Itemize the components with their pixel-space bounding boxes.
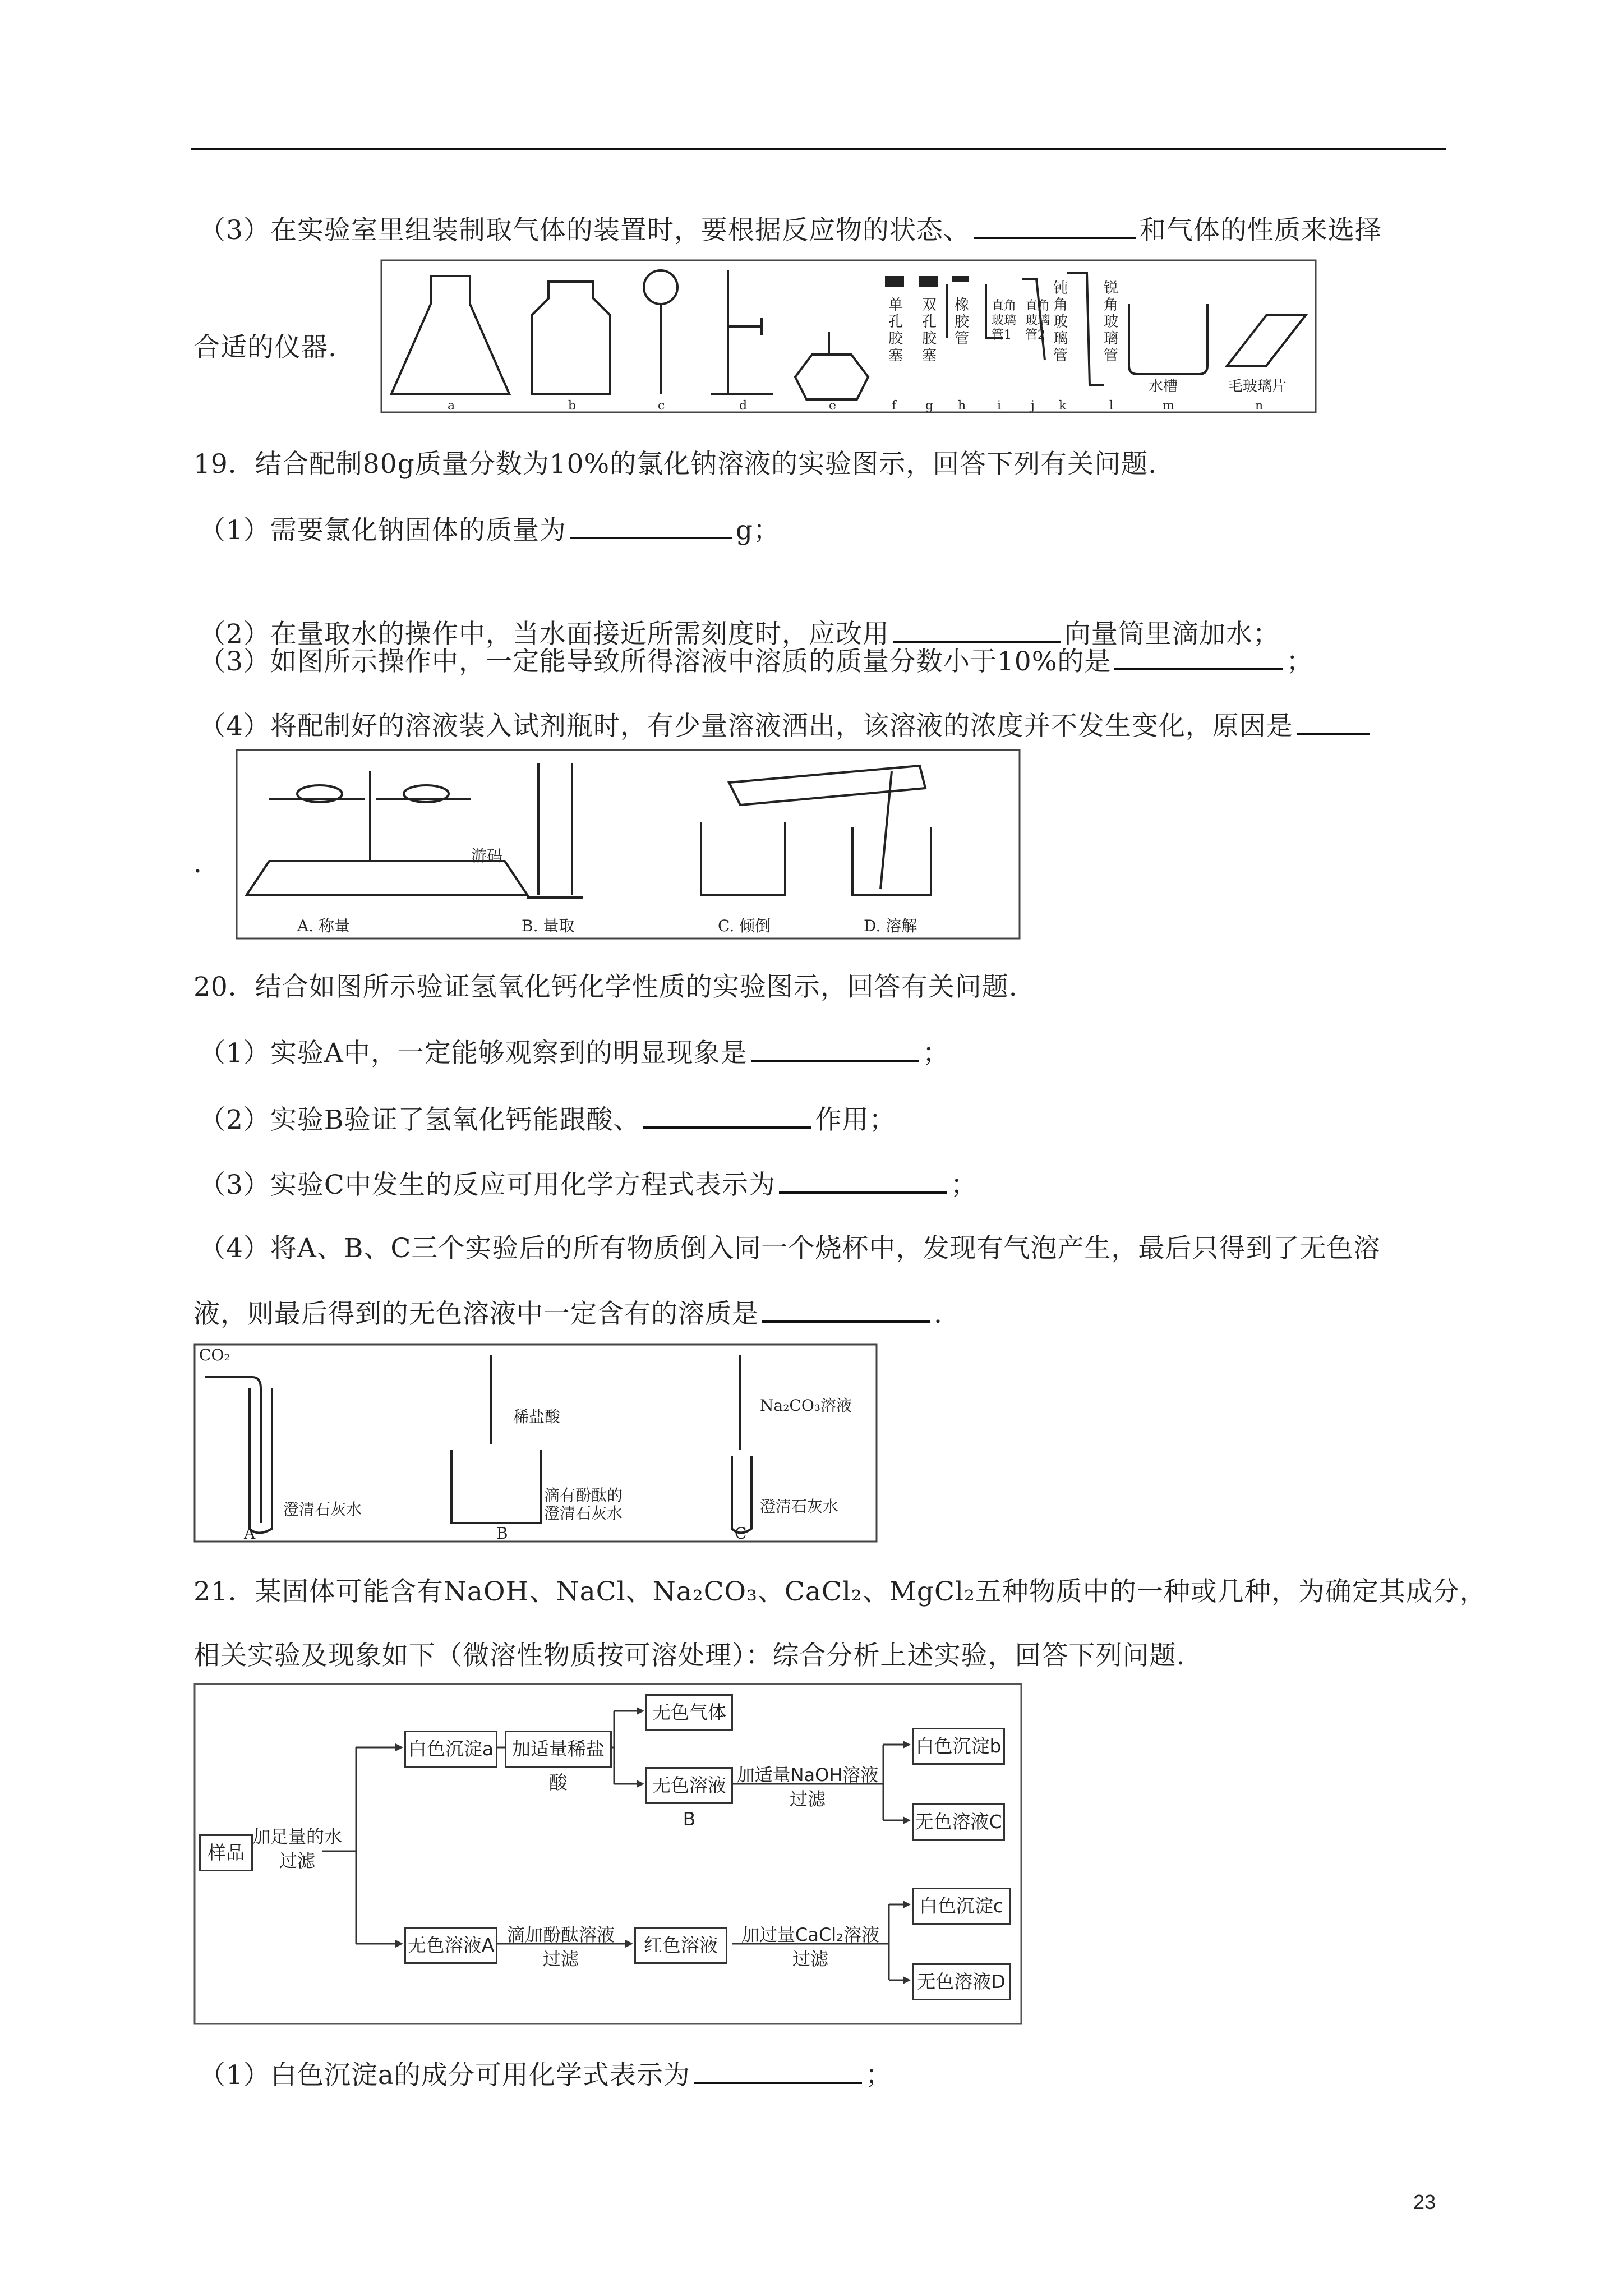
svg-text:水槽: 水槽 bbox=[1149, 378, 1178, 395]
svg-text:b: b bbox=[568, 399, 577, 413]
svg-text:j: j bbox=[1031, 399, 1035, 413]
q19-part4-text: （4）将配制好的溶液装入试剂瓶时，有少量溶液洒出，该溶液的浓度并不发生变化，原因是 bbox=[199, 711, 1293, 742]
colorless-sol-a-box: 无色溶液A bbox=[404, 1927, 497, 1964]
q19-part1-unit: g； bbox=[735, 515, 780, 546]
q18-part3-line1 bbox=[199, 212, 1382, 247]
answer-blank[interactable] bbox=[762, 1296, 930, 1323]
q21-stem-line1: 21．某固体可能含有NaOH、NaCl、Na₂CO₃、CaCl₂、MgCl₂五种物质中的一种或几种，为确定其成分， bbox=[193, 1576, 1487, 1607]
svg-text:锐角玻璃管: 锐角玻璃管 bbox=[1104, 280, 1119, 364]
q21-part1-end: ； bbox=[865, 2060, 892, 2091]
answer-blank[interactable] bbox=[1297, 708, 1370, 735]
white-ppt-b-box: 白色沉淀b bbox=[912, 1728, 1005, 1765]
add-naoh-label: 加适量NaOH溶液 bbox=[736, 1764, 879, 1786]
add-water-label: 加足量的水 bbox=[252, 1826, 343, 1847]
na2co3-label: Na₂CO₃溶液 bbox=[760, 1396, 852, 1415]
phenol-label-2: 澄清石灰水 bbox=[544, 1504, 623, 1522]
svg-text:h: h bbox=[958, 399, 966, 413]
phenol-label-1: 滴有酚酞的 bbox=[544, 1486, 623, 1504]
q20-part1-text: （1）实验A中，一定能够观察到的明显现象是 bbox=[199, 1038, 748, 1069]
q21-part1-text: （1）白色沉淀a的成分可用化学式表示为 bbox=[199, 2060, 690, 2091]
filter-label-2: 过滤 bbox=[789, 1788, 826, 1810]
q20-stem: 20．结合如图所示验证氢氧化钙化学性质的实验图示，回答有关问题. bbox=[193, 972, 1018, 1002]
caption-a: A. 称量 bbox=[297, 917, 351, 935]
red-sol-box: 红色溶液 bbox=[634, 1927, 727, 1964]
colorless-sol-d-box: 无色溶液D bbox=[912, 1963, 1011, 2000]
answer-blank[interactable] bbox=[1114, 643, 1283, 670]
svg-text:a: a bbox=[448, 399, 455, 413]
q19-part2-text-b: 向量筒里滴加水； bbox=[1064, 619, 1280, 650]
colorless-gas-box: 无色气体 bbox=[645, 1694, 733, 1731]
answer-blank[interactable] bbox=[779, 1167, 947, 1194]
label-rubber-tube: 橡胶管 bbox=[955, 297, 970, 347]
q20-part4-end: . bbox=[934, 1299, 943, 1329]
q19-part4 bbox=[199, 708, 1373, 743]
svg-text:k: k bbox=[1059, 399, 1067, 413]
filter-label-4: 过滤 bbox=[792, 1948, 828, 1970]
q20-part4-line2 bbox=[193, 1296, 943, 1331]
calcium-hydroxide-figure bbox=[193, 1343, 878, 1543]
q19-part3-text: （3）如图所示操作中，一定能导致所得溶液中溶质的质量分数小于10%的是 bbox=[199, 646, 1112, 677]
answer-blank[interactable] bbox=[570, 512, 732, 539]
q20-part3 bbox=[199, 1167, 978, 1202]
q18-part3-text-b: 和气体的性质来选择 bbox=[1139, 215, 1382, 246]
q19-part3 bbox=[199, 643, 1313, 679]
answer-blank[interactable] bbox=[643, 1102, 811, 1129]
q20-part3-text: （3）实验C中发生的反应可用化学方程式表示为 bbox=[199, 1170, 776, 1200]
apparatus-figure bbox=[380, 259, 1317, 413]
add-hcl-box: 加适量稀盐酸 bbox=[505, 1731, 612, 1768]
limewater-a-label: 澄清石灰水 bbox=[283, 1500, 362, 1519]
acid-label: 稀盐酸 bbox=[513, 1407, 561, 1426]
flow-diagram bbox=[193, 1683, 1022, 2025]
q20-part2-text-a: （2）实验B验证了氢氧化钙能跟酸、 bbox=[199, 1105, 640, 1135]
co2-label: CO₂ bbox=[199, 1346, 230, 1364]
label-c: C bbox=[735, 1524, 747, 1543]
svg-text:直角玻璃管2: 直角玻璃管2 bbox=[1025, 299, 1050, 342]
q18-part3-line2: 合适的仪器. bbox=[193, 332, 337, 363]
svg-text:n: n bbox=[1255, 399, 1264, 413]
colorless-sol-c-box: 无色溶液C bbox=[912, 1803, 1005, 1841]
caption-b: B. 量取 bbox=[522, 917, 575, 935]
add-phenol-label: 滴加酚酞溶液 bbox=[506, 1924, 615, 1945]
q20-part1-end: ； bbox=[922, 1038, 949, 1069]
svg-text:直角玻璃管1: 直角玻璃管1 bbox=[992, 299, 1017, 342]
svg-text:c: c bbox=[658, 399, 665, 413]
q18-part3-text-a: （3）在实验室里组装制取气体的装置时，要根据反应物的状态、 bbox=[199, 215, 970, 246]
filter-label-1: 过滤 bbox=[279, 1850, 315, 1871]
colorless-sol-b-box: 无色溶液B bbox=[645, 1767, 733, 1804]
answer-blank[interactable] bbox=[751, 1035, 919, 1062]
white-ppt-a-box: 白色沉淀a bbox=[404, 1731, 497, 1768]
svg-text:e: e bbox=[829, 399, 837, 413]
svg-text:m: m bbox=[1163, 399, 1174, 413]
q20-part2-text-b: 作用； bbox=[815, 1105, 896, 1135]
svg-text:i: i bbox=[997, 399, 1002, 413]
caption-c: C. 倾倒 bbox=[718, 917, 771, 935]
caption-d: D. 溶解 bbox=[864, 917, 917, 935]
q20-part3-end: ； bbox=[950, 1170, 978, 1200]
svg-text:d: d bbox=[739, 399, 748, 413]
label-double-hole-stopper: 双孔胶塞 bbox=[922, 297, 937, 364]
q20-part2 bbox=[199, 1102, 896, 1137]
q20-part4-text: 液，则最后得到的无色溶液中一定含有的溶质是 bbox=[193, 1299, 759, 1329]
answer-blank[interactable] bbox=[974, 212, 1136, 239]
q19-part1 bbox=[199, 512, 780, 547]
label-single-hole-stopper: 单孔胶塞 bbox=[888, 297, 903, 364]
q19-part3-end: ； bbox=[1286, 646, 1313, 677]
q19-part2-text-a: （2）在量取水的操作中，当水面接近所需刻度时，应改用 bbox=[199, 619, 889, 650]
add-cacl2-label: 加过量CaCl₂溶液 bbox=[741, 1924, 880, 1945]
svg-text:毛玻璃片: 毛玻璃片 bbox=[1228, 378, 1287, 395]
answer-blank[interactable] bbox=[893, 616, 1061, 643]
label-a: A bbox=[244, 1524, 256, 1543]
limewater-c-label: 澄清石灰水 bbox=[760, 1497, 839, 1516]
svg-text:g: g bbox=[925, 399, 934, 413]
q21-stem-line2: 相关实验及现象如下（微溶性物质按可溶处理）：综合分析上述实验，回答下列问题. bbox=[193, 1640, 1186, 1671]
q19-part1-text: （1）需要氯化钠固体的质量为 bbox=[199, 515, 566, 546]
solution-prep-figure bbox=[236, 749, 1021, 940]
white-ppt-c-box: 白色沉淀c bbox=[912, 1888, 1011, 1925]
filter-label-3: 过滤 bbox=[542, 1948, 579, 1970]
svg-text:钝角玻璃管: 钝角玻璃管 bbox=[1053, 280, 1068, 364]
svg-text:f: f bbox=[892, 399, 897, 413]
answer-blank[interactable] bbox=[694, 2057, 862, 2084]
page-number: 23 bbox=[1413, 2191, 1436, 2214]
svg-text:l: l bbox=[1109, 399, 1114, 413]
q20-part1 bbox=[199, 1035, 949, 1070]
q19-part4-end: . bbox=[193, 848, 202, 879]
rider-label: 游码 bbox=[471, 846, 503, 865]
header-rule bbox=[191, 148, 1446, 150]
label-b: B bbox=[496, 1524, 508, 1543]
q19-stem: 19．结合配制80g质量分数为10%的氯化钠溶液的实验图示，回答下列有关问题. bbox=[193, 449, 1158, 480]
q20-part4-line1: （4）将A、B、C三个实验后的所有物质倒入同一个烧杯中，发现有气泡产生，最后只得到了无色溶 bbox=[199, 1233, 1381, 1264]
q21-part1 bbox=[199, 2057, 892, 2092]
sample-box: 样品 bbox=[199, 1834, 253, 1871]
